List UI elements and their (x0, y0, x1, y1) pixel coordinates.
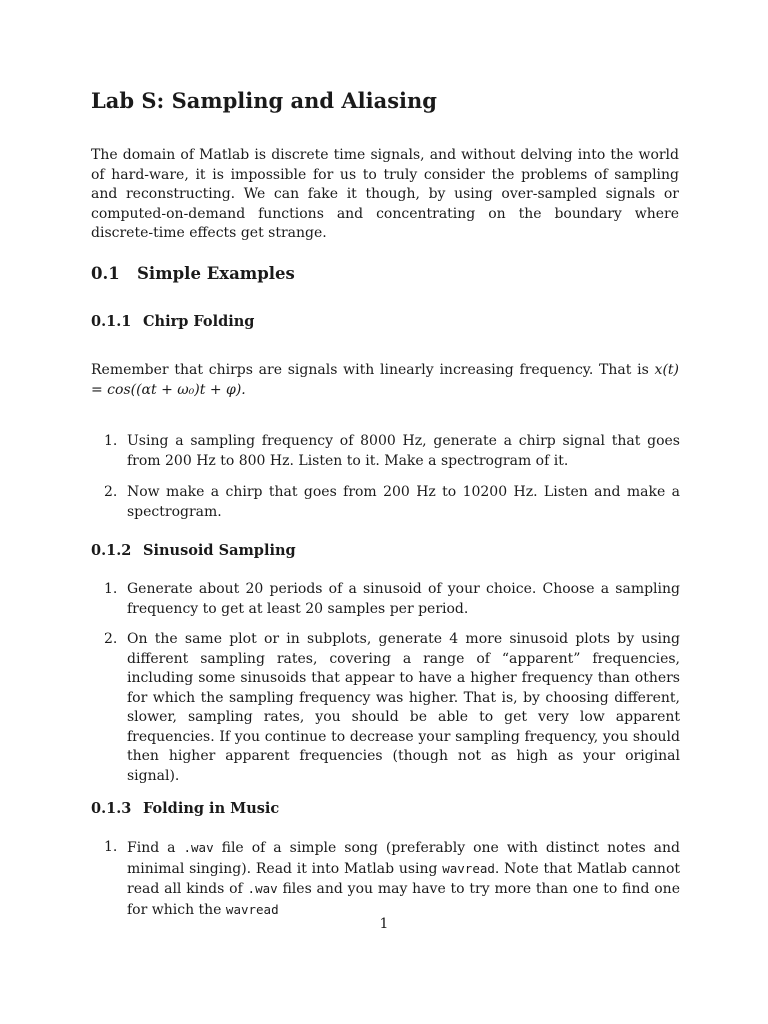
list-item-number: 2. (104, 631, 118, 647)
list-item-text: Generate about 20 periods of a sinusoid of your choice. Choose a sampling frequency to get at least 20 samples per period. (127, 581, 680, 617)
code-snippet: .wav (183, 840, 214, 855)
text-run: file of a simple song (preferably one with distinct notes and minimal singing). Read it into Matlab using (127, 840, 680, 877)
list-item-number: 1. (104, 433, 118, 449)
section-heading (91, 264, 295, 283)
subsection-title: Folding in Music (143, 800, 280, 817)
intro-paragraph: The domain of Matlab is discrete time signals, and without delving into the world of hard-ware, it is impossible for us to truly consider the problems of sampling and reconstructing. We can fake it though, by using over-sampled signals or computed-on-demand functions and concentrating on the boundary where discrete-time effects get strange. (91, 147, 679, 241)
list-item-number: 1. (104, 581, 118, 597)
list-item-text (127, 838, 680, 920)
section-number: 0.1 (91, 264, 120, 283)
page-title: Lab S: Sampling and Aliasing (91, 88, 437, 113)
list-item-number: 1. (104, 839, 118, 855)
subsection-heading-folding-in-music (91, 800, 279, 817)
list-item-number: 2. (104, 484, 118, 500)
code-snippet: wavread (225, 901, 279, 917)
text-run: . Note that Matlab cannot read all kinds of (127, 860, 680, 897)
text-run: files and you may have to try more than one to find one for which the (127, 881, 680, 918)
subsection-number: 0.1.2 (91, 542, 132, 559)
section-title: Simple Examples (137, 264, 295, 283)
chirp-paragraph-text: Remember that chirps are signals with linearly increasing frequency. That is (91, 362, 655, 378)
text-run: Find a (127, 840, 184, 856)
page-number: 1 (379, 916, 389, 932)
chirp-formula: x(t) = cos((αt + ω₀)t + φ). (91, 362, 679, 398)
subsection-number: 0.1.3 (91, 800, 132, 817)
code-snippet: .wav (247, 881, 278, 896)
list-item-text: Now make a chirp that goes from 200 Hz to 10200 Hz. Listen and make a spectrogram. (127, 484, 680, 520)
subsection-title: Chirp Folding (143, 313, 255, 330)
chirp-paragraph (91, 361, 679, 400)
list-item-text: On the same plot or in subplots, generate 4 more sinusoid plots by using different sampling rates, covering a range of “apparent” frequencies, including some sinusoids that appear to have a higher frequency than others for which the sampling frequency was higher. That is, by choosing different, slower, sampling rates, you should be able to get very low apparent frequencies. If you continue to decrease your sampling frequency, you should then higher apparent frequencies (though not as high as your original signal). (127, 631, 680, 784)
subsection-title: Sinusoid Sampling (143, 542, 296, 559)
code-snippet: wavread (442, 860, 495, 876)
subsection-heading-sinusoid-sampling (91, 542, 296, 559)
list-item-text: Using a sampling frequency of 8000 Hz, generate a chirp signal that goes from 200 Hz to 800 Hz. Listen to it. Make a spectrogram of it. (127, 433, 680, 469)
subsection-heading-chirp-folding (91, 313, 254, 330)
subsection-number: 0.1.1 (91, 313, 132, 330)
